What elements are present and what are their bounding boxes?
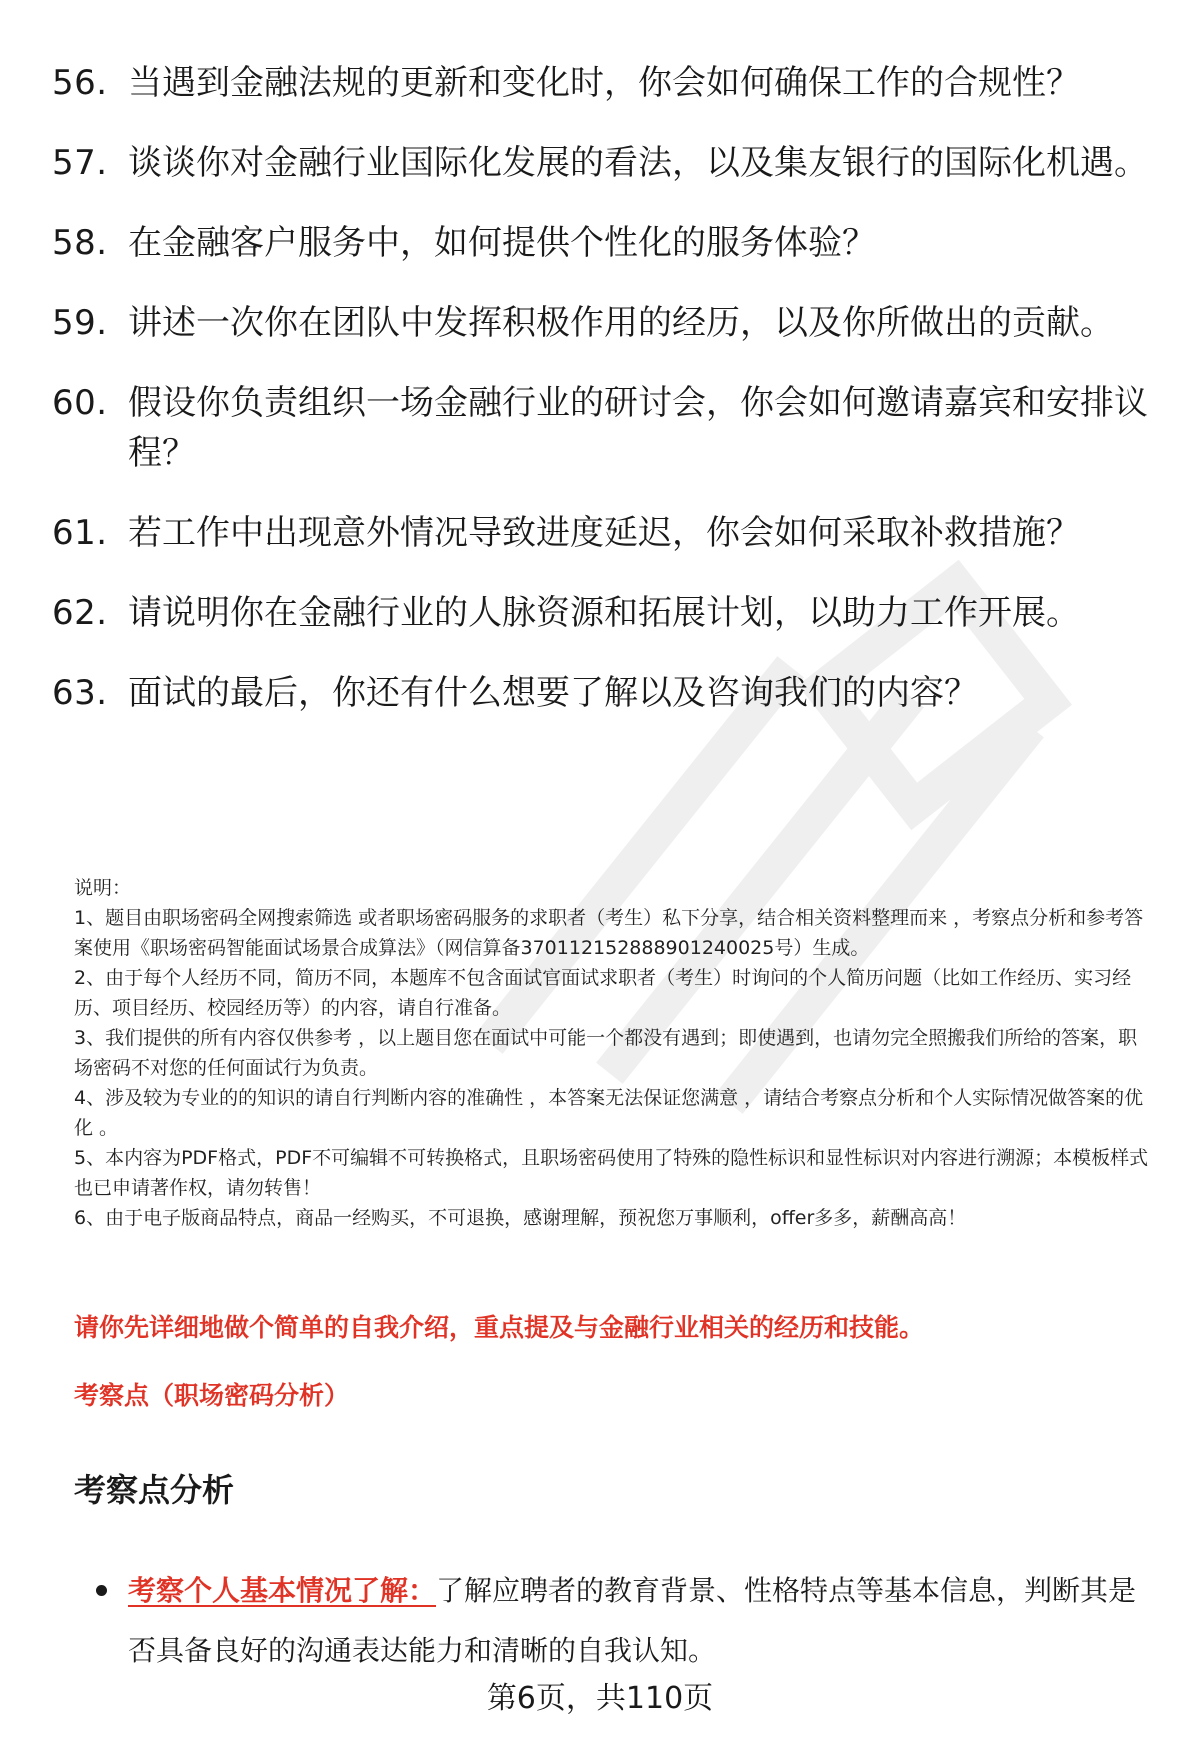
- notes-section: [74, 873, 1154, 1233]
- question-text: 请说明你在金融行业的人脉资源和拓展计划，以助力工作开展。: [128, 593, 1080, 633]
- question-number: 57.: [52, 143, 108, 183]
- question-number: 58.: [52, 223, 108, 263]
- question-item: [52, 58, 1152, 108]
- question-number: 61.: [52, 513, 108, 553]
- note-item: 2、由于每个人经历不同，简历不同，本题库不包含面试官面试求职者（考生）时询问的个人简历问题（比如工作经历、实习经历、项目经历、校园经历等）的内容，请自行准备。: [74, 967, 1132, 1019]
- question-item: [52, 668, 1152, 718]
- page-footer: 第6页，共110页: [486, 1681, 714, 1716]
- question-text: 若工作中出现意外情况导致进度延迟，你会如何采取补救措施？: [128, 513, 1080, 553]
- question-number: 60.: [52, 383, 108, 423]
- note-item: 5、本内容为PDF格式，PDF不可编辑不可转换格式，且职场密码使用了特殊的隐性标识和显性标识对内容进行溯源；本模板样式也已申请著作权，请勿转售！: [74, 1147, 1149, 1199]
- question-item: [52, 218, 1152, 268]
- note-item: 4、涉及较为专业的的知识的请自行判断内容的准确性 ，本答案无法保证您满意 ，请结合考察点分析和个人实际情况做答案的优化 。: [74, 1087, 1144, 1139]
- bullet-dot-icon: [96, 1585, 107, 1596]
- bullet-label: 考察个人基本情况了解：: [128, 1574, 437, 1607]
- question-list: [52, 58, 1152, 718]
- bullet-item: [96, 1561, 1156, 1681]
- bullet-text: 了解应聘者的教育背景、性格特点等基本信息，判断其是否具备良好的沟通表达能力和清晰的自我认知。: [128, 1574, 1137, 1667]
- question-item: [52, 588, 1152, 638]
- question-text: 当遇到金融法规的更新和变化时，你会如何确保工作的合规性？: [128, 63, 1080, 103]
- notes-heading: 说明：: [74, 877, 132, 899]
- note-item: 1、题目由职场密码全网搜索筛选 或者职场密码服务的求职者（考生）私下分享，结合相关资料整理而来 ，考察点分析和参考答案使用《职场密码智能面试场景合成算法》（网信算备370112152888901240025号）生成。: [74, 907, 1144, 959]
- question-text: 讲述一次你在团队中发挥积极作用的经历，以及你所做出的贡献。: [128, 303, 1114, 343]
- highlight-question: 请你先详细地做个简单的自我介绍，重点提及与金融行业相关的经历和技能。: [74, 1313, 925, 1342]
- question-number: 56.: [52, 63, 108, 103]
- question-item: [52, 138, 1152, 188]
- question-text: 面试的最后，你还有什么想要了解以及咨询我们的内容？: [128, 673, 978, 713]
- question-item: [52, 378, 1152, 478]
- question-text: 在金融客户服务中，如何提供个性化的服务体验？: [128, 223, 876, 263]
- note-item: 3、我们提供的所有内容仅供参考 ，以上题目您在面试中可能一个都没有遇到；即使遇到，也请勿完全照搬我们所给的答案，职场密码不对您的任何面试行为负责。: [74, 1027, 1138, 1079]
- question-number: 62.: [52, 593, 108, 633]
- highlight-subheading: 考察点（职场密码分析）: [74, 1381, 350, 1410]
- question-number: 63.: [52, 673, 108, 713]
- note-item: 6、由于电子版商品特点，商品一经购买，不可退换，感谢理解，预祝您万事顺利，offer多多，薪酬高高！: [74, 1207, 967, 1229]
- question-item: [52, 298, 1152, 348]
- question-number: 59.: [52, 303, 108, 343]
- question-text: 谈谈你对金融行业国际化发展的看法，以及集友银行的国际化机遇。: [128, 143, 1148, 183]
- section-title: 考察点分析: [74, 1471, 235, 1509]
- question-item: [52, 508, 1152, 558]
- bullet-content: [128, 1561, 1156, 1681]
- question-text: 假设你负责组织一场金融行业的研讨会，你会如何邀请嘉宾和安排议程？: [128, 383, 1148, 473]
